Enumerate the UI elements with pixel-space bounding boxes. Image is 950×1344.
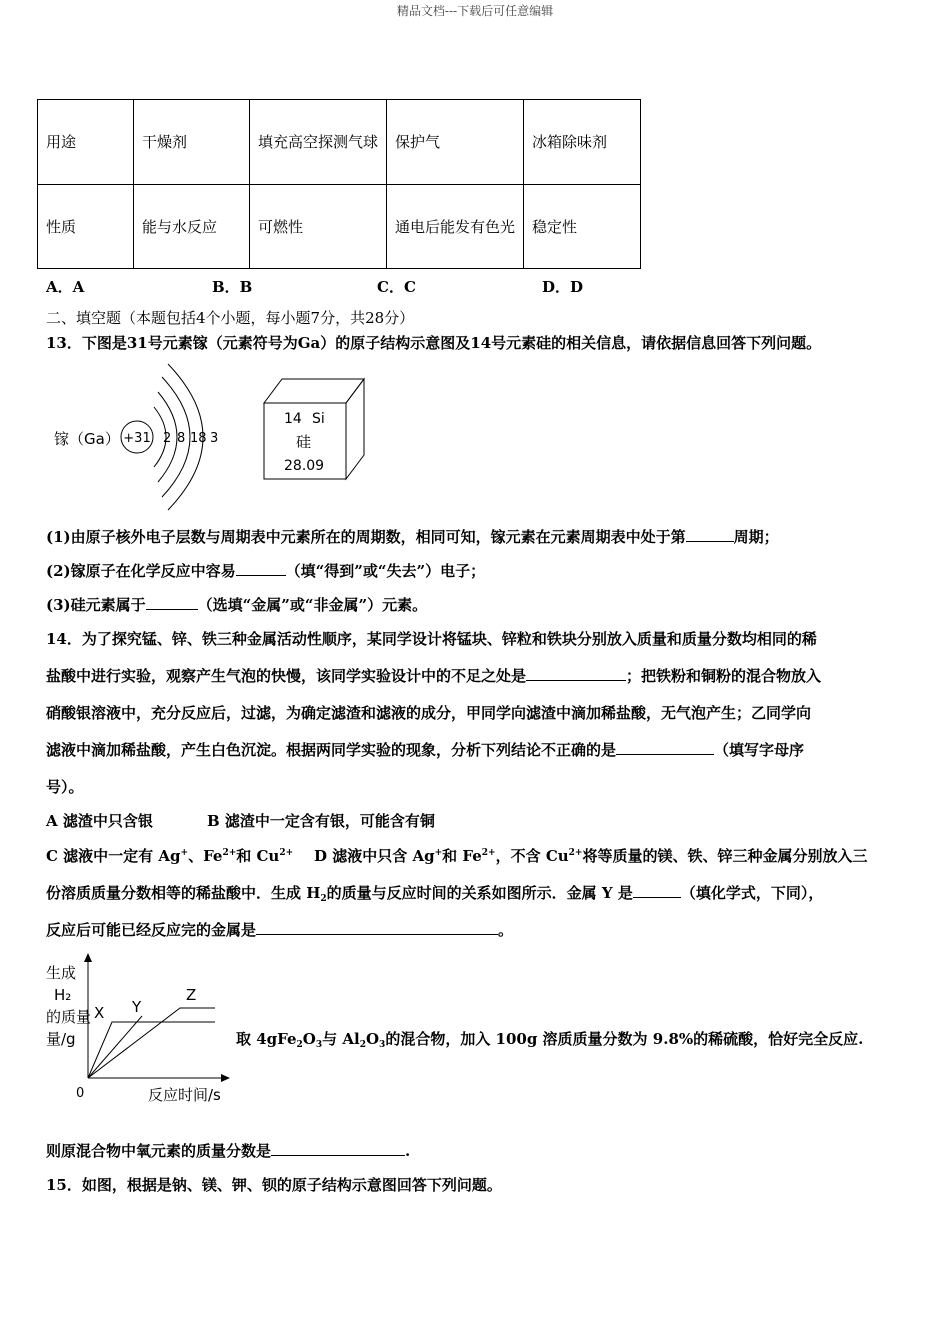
y-axis-arrow [84,953,92,962]
subscript: 3 [379,1040,386,1050]
line8-tail: 。 [498,921,514,939]
hydrogen-time-graph [40,950,235,1105]
q14-line4-tail: （填写字母序 [714,741,805,759]
q14-line2 [46,666,821,686]
answer-blank[interactable] [633,883,681,898]
curve-label: Y [132,998,142,1016]
q13-part2-tail: （填“得到”或“失去”）电子； [285,562,486,580]
q13-part1-text: (1)由原子核外电子层数与周期表中元素所在的周期数，相同可知，镓元素在元素周期表中处于第 [46,528,686,546]
table-cell: 能与水反应 [134,185,250,269]
option-a: A．A [46,278,85,296]
table-cell: 可燃性 [250,185,387,269]
section-title: 二、填空题（本题包括4个小题，每小题7分，共28分） [46,309,415,327]
card-side [346,379,364,479]
y-axis-label: 的质量 [46,1008,92,1026]
x-axis-label: 反应时间/s [148,1086,221,1104]
table-cell: 保护气 [387,100,524,185]
answer-blank[interactable] [616,740,714,755]
q13-part2 [46,561,485,581]
table-row [38,185,641,269]
line7-text2: 的质量与反应时间的关系如图所示．金属 Y 是 [326,884,633,902]
subscript: 2 [359,1040,366,1050]
curve-label: Z [186,986,197,1004]
table-cell: 用途 [38,100,134,185]
mix-text: 取 4gFe [236,1030,297,1048]
answer-blank[interactable] [256,920,498,935]
oxygen-fraction-question [46,1141,410,1161]
option-c-fe: 、Fe [188,847,223,865]
answer-blank[interactable] [146,595,198,610]
table-cell: 性质 [38,185,134,269]
element-name: 硅 [296,433,312,451]
properties-table [37,99,641,269]
table-cell: 通电后能发有色光 [387,185,524,269]
q14-line4-text: 滤液中滴加稀盐酸，产生白色沉淀。根据两同学实验的现象，分析下列结论不正确的是 [46,741,617,759]
table-row [38,100,641,185]
curve-x [88,1022,215,1078]
charge: + [180,848,189,858]
y-axis-label: 量/g [46,1030,76,1048]
q14-line5: 号）。 [46,778,84,796]
option-b: B．B [212,278,253,296]
q14-option-a: A 滤渣中只含银 [46,812,153,830]
q14-options-cd [46,846,868,866]
line8-text: 反应后可能已经反应完的金属是 [46,921,257,939]
subscript: 3 [315,1040,323,1050]
charge: 2+ [279,848,294,858]
option-d-text: D 滤液中只含 Ag [314,847,435,865]
mixture-question [236,1029,863,1049]
mix-text: O [302,1030,316,1048]
shell-count: 2 [163,431,172,446]
shell-count: 8 [177,431,186,446]
element-symbol: Si [312,411,325,427]
table-cell: 干燥剂 [134,100,250,185]
q14-line2-tail: ；把铁粉和铜粉的混合物放入 [626,667,822,685]
table-cell: 稳定性 [524,185,641,269]
y-axis-label: 生成 [46,964,77,982]
atom-label: 镓（Ga） [54,430,120,448]
subscript: 2 [320,894,327,904]
curve-y [88,1016,142,1078]
q13-part3 [46,595,427,615]
line7-text: 份溶质质量分数相等的稀盐酸中．生成 H [46,884,321,902]
q15-stem: 15．如图，根据是钠、镁、钾、钡的原子结构示意图回答下列问题。 [46,1176,502,1194]
shell-count: 18 [190,431,207,446]
q14-line3: 硝酸银溶液中，充分反应后，过滤，为确定滤渣和滤液的成分，甲同学向滤渣中滴加稀盐酸，无气泡产生；乙同学向 [46,704,812,722]
table-cell: 冰箱除味剂 [524,100,641,185]
y-axis-label: H₂ [54,986,72,1004]
answer-blank[interactable] [686,527,734,542]
charge: 2+ [568,848,583,858]
nucleus-charge: +31 [123,431,151,446]
mix-question: 则原混合物中氧元素的质量分数是 [46,1142,272,1160]
q14-line1: 14．为了探究锰、锌、铁三种金属活动性顺序，某同学设计将锰块、锌粒和铁块分别放入质量和质量分数均相同的稀 [46,630,817,648]
curve-label: X [94,1004,105,1022]
gallium-atom-diagram [50,362,230,512]
curve-z [88,1008,215,1078]
shell-count: 3 [210,431,219,446]
q14-line4 [46,740,804,760]
answer-blank[interactable] [236,561,286,576]
q14-line2-text: 盐酸中进行实验，观察产生气泡的快慢，该同学实验设计中的不足之处是 [46,667,527,685]
q14-option-b: B 滤渣中一定含有银，可能含有铜 [207,812,435,830]
option-d-cu: ，不含 Cu [495,847,569,865]
q13-part1-tail: 周期； [733,528,779,546]
line7-tail: （填化学式，下同）， [680,884,824,902]
option-d: D．D [542,278,584,296]
answer-blank[interactable] [526,666,626,681]
q14-line7 [46,883,823,903]
charge: 2+ [481,848,496,858]
mix-text: 与 Al [322,1030,360,1048]
atomic-number: 14 [284,411,302,427]
mix-text: 的混合物，加入 100g 溶质质量分数为 9.8%的稀硫酸，恰好完全反应. [385,1030,864,1048]
q13-part3-text: (3)硅元素属于 [46,596,146,614]
q13-part1 [46,527,779,547]
charge: 2+ [222,848,237,858]
atomic-mass: 28.09 [284,458,325,474]
option-c: C．C [377,278,416,296]
answer-blank[interactable] [271,1141,405,1156]
subscript: 2 [296,1040,303,1050]
page-header: 精品文档---下载后可任意编辑 [396,4,554,18]
q13-part3-tail: （选填“金属”或“非金属”）元素。 [197,596,428,614]
q13-stem: 13．下图是31号元素镓（元素符号为Ga）的原子结构示意图及14号元素硅的相关信息，请依据信息回答下列问题。 [46,334,822,352]
option-d-fe: 和 Fe [442,847,482,865]
option-c-cu: 和 Cu [236,847,280,865]
charge: + [434,848,443,858]
mix-tail: . [405,1142,411,1160]
origin-label: 0 [76,1086,85,1101]
option-c-text: C 滤液中一定有 Ag [46,847,181,865]
q14-line8 [46,920,513,940]
mix-text: O [365,1030,380,1048]
q13-part2-text: (2)镓原子在化学反应中容易 [46,562,236,580]
metal-question-text: 将等质量的镁、铁、锌三种金属分别放入三 [582,847,868,865]
silicon-element-card [260,375,370,485]
x-axis-arrow [221,1074,230,1082]
table-cell: 填充高空探测气球 [250,100,387,185]
